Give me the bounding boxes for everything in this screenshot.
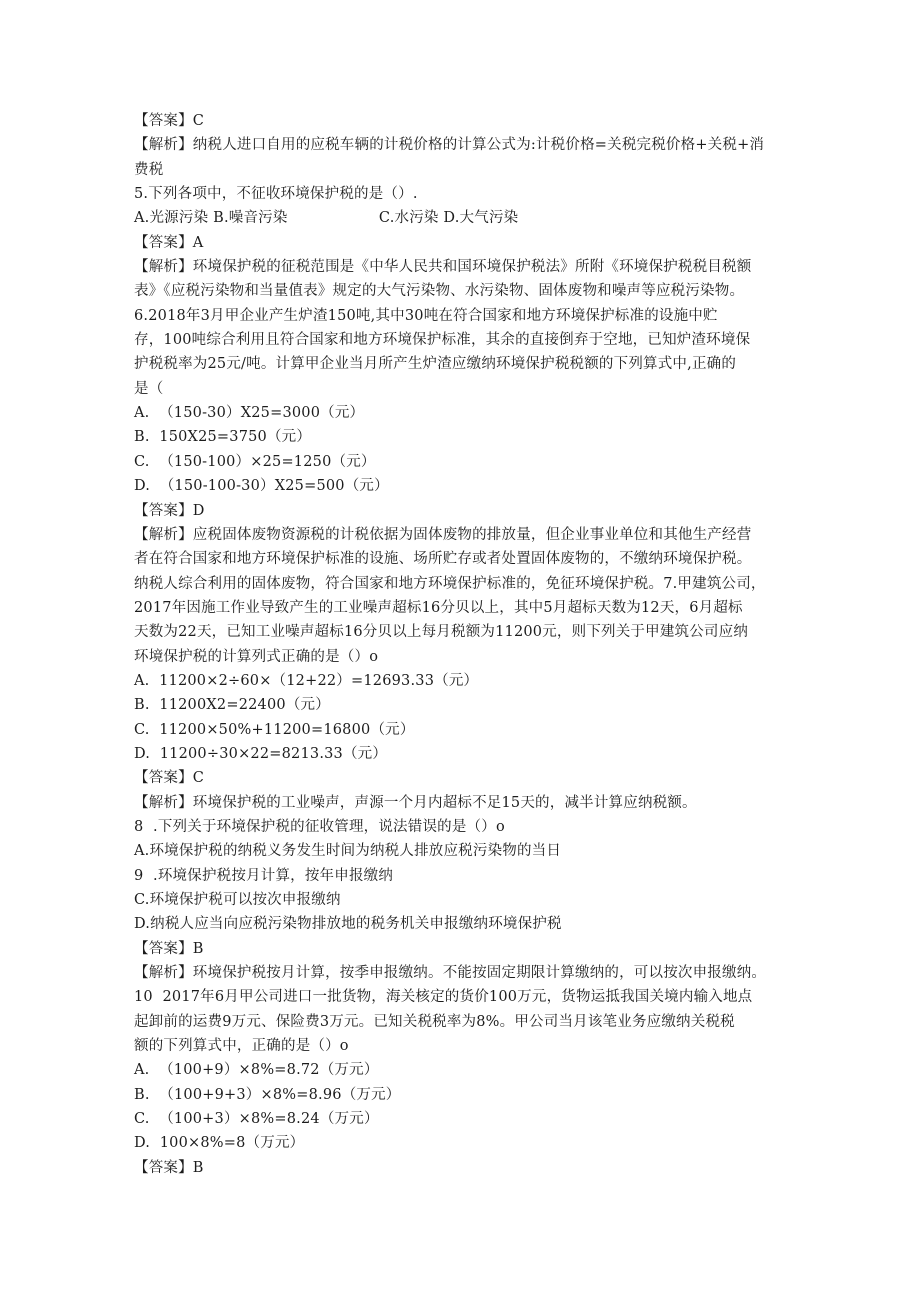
text-line: C. （100+3）×8%=8.24（万元） <box>134 1111 379 1128</box>
text-line: C. 11200×50%+11200=16800（元） <box>134 721 415 738</box>
text-line: 5.下列各项中，不征收环境保护税的是（）. <box>134 186 418 203</box>
text-line: D. （150-100-30）X25=500（元） <box>134 478 389 495</box>
text-line: A.环境保护税的纳税义务发生时间为纳税人排放应税污染物的当日 <box>134 843 562 860</box>
text-line: 【答案】B <box>134 1159 204 1176</box>
text-line: 纳税人综合利用的固体废物，符合国家和地方环境保护标准的，免征环境保护税。7.甲建筑公司， <box>134 575 766 592</box>
text-line: 环境保护税的计算列式正确的是（）o <box>134 648 379 665</box>
text-line: A.光源污染 B.噪音污染 C.水污染 D.大气污染 <box>134 210 519 227</box>
text-line: 10 2017年6月甲公司进口一批货物，海关核定的货价100万元，货物运抵我国关境内输入地点 <box>134 989 753 1006</box>
text-line: B. （100+9+3）×8%=8.96（万元） <box>134 1086 401 1103</box>
text-line: D. 100×8%=8（万元） <box>134 1135 305 1152</box>
document-body <box>134 109 814 1180</box>
text-line: 【答案】A <box>134 234 204 251</box>
text-line: 费税 <box>134 161 164 178</box>
text-line: 表》《应税污染物和当量值表》规定的大气污染物、水污染物、固体废物和噪声等应税污染物。 <box>134 283 745 300</box>
text-line: 【答案】C <box>134 113 205 129</box>
text-line: 天数为22天，已知工业噪声超标16分贝以上每月税额为11200元，则下列关于甲建筑公司应纳 <box>134 624 749 641</box>
text-line: D. 11200÷30×22=8213.33（元） <box>134 745 388 762</box>
text-line: A. 11200×2÷60×（12+22）=12693.33（元） <box>134 672 479 689</box>
text-line: 6.2018年3月甲企业产生炉渣150吨,其中30吨在符合国家和地方环境保护标准的设施中贮 <box>134 307 718 324</box>
text-line: 起卸前的运费9万元、保险费3万元。已知关税税率为8%。甲公司当月该笔业务应缴纳关税税 <box>134 1013 735 1030</box>
text-line: B. 11200X2=22400（元） <box>134 697 330 714</box>
text-line: D.纳税人应当向应税污染物排放地的税务机关申报缴纳环境保护税 <box>134 916 562 933</box>
text-line: 额的下列算式中，正确的是（）o <box>134 1038 349 1055</box>
text-line: 【解析】纳税人进口自用的应税车辆的计税价格的计算公式为:计税价格=关税完税价格+关税+消 <box>134 137 765 154</box>
text-line: C. （150-100）×25=1250（元） <box>134 453 376 470</box>
text-line: 9 .环境保护税按月计算，按年申报缴纳 <box>134 867 394 884</box>
text-line: C.环境保护税可以按次申报缴纳 <box>134 892 341 908</box>
text-line: 【解析】环境保护税按月计算，按季申报缴纳。不能按固定期限计算缴纳的，可以按次申报缴纳。 <box>134 965 767 982</box>
text-line: 【解析】应税固体废物资源税的计税依据为固体废物的排放量，但企业事业单位和其他生产经营 <box>134 526 752 543</box>
text-line: 【解析】环境保护税的工业噪声，声源一个月内超标不足15天的，减半计算应纳税额。 <box>134 794 697 811</box>
text-line: 存，100吨综合利用且符合国家和地方环境保护标准，其余的直接倒弃于空地，已知炉渣环境保 <box>134 332 751 349</box>
text-line: B. 150X25=3750（元） <box>134 429 312 446</box>
text-line: 者在符合国家和地方环境保护标准的设施、场所贮存或者处置固体废物的，不缴纳环境保护税。 <box>134 551 752 568</box>
text-line: A. （100+9）×8%=8.72（万元） <box>134 1062 379 1079</box>
text-line: 护税税率为25元/吨。计算甲企业当月所产生炉渣应缴纳环境保护税税额的下列算式中,正确的 <box>134 356 737 373</box>
text-line: A. （150-30）X25=3000（元） <box>134 405 365 422</box>
text-line: 【答案】C <box>134 770 205 787</box>
text-line: 【解析】环境保护税的征税范围是《中华人民共和国环境保护税法》所附《环境保护税税目税额 <box>134 259 752 276</box>
text-line: 8 .下列关于环境保护税的征收管理，说法错误的是（）o <box>134 818 505 835</box>
text-line: 【答案】D <box>134 502 205 519</box>
text-line: 【答案】B <box>134 940 204 957</box>
text-line: 2017年因施工作业导致产生的工业噪声超标16分贝以上，其中5月超标天数为12天，6月超标 <box>134 599 743 616</box>
text-line: 是（ <box>134 380 164 397</box>
